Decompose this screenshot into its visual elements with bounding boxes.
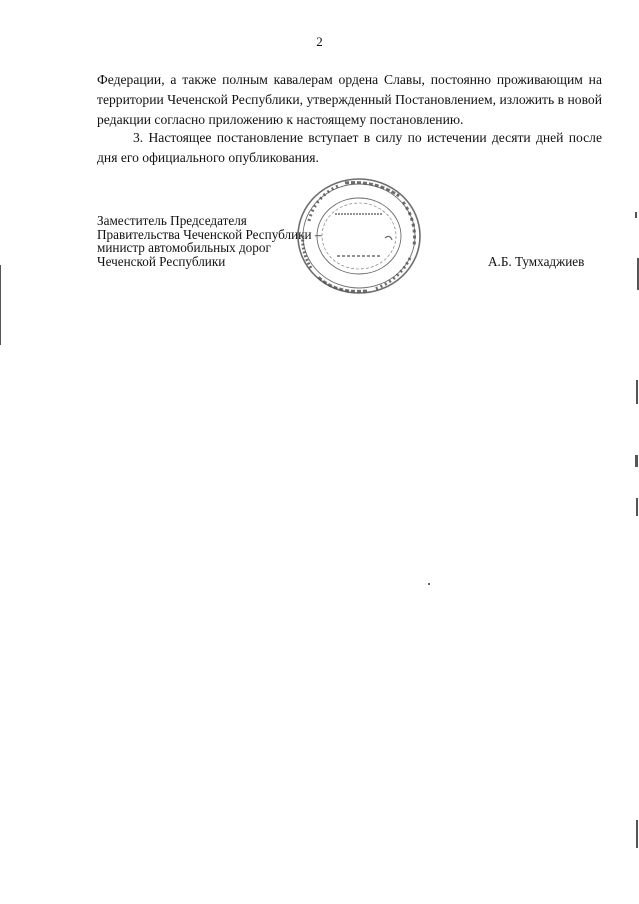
position-line: министр автомобильных дорог: [97, 240, 271, 255]
scan-edge-mark: [635, 455, 638, 467]
position-line: Заместитель Председателя: [97, 213, 247, 228]
scan-edge-mark: [0, 265, 1, 345]
scan-edge-mark: [636, 820, 638, 848]
official-seal-stamp: [295, 176, 423, 296]
position-line: Правительства Чеченской Республики –: [97, 226, 322, 242]
scan-edge-mark: [635, 212, 637, 218]
speck-mark: [428, 583, 430, 585]
position-line: Чеченской Республики: [97, 253, 226, 269]
page-number: 2: [316, 34, 323, 49]
signatory-position: [97, 214, 322, 268]
paragraph-item-3: 3. Настоящее постановление вступает в силу по истечении десяти дней после дня его официального опубликования.: [97, 130, 602, 165]
scan-edge-mark: [636, 498, 638, 516]
paragraph-continuation: Федерации, а также полным кавалерам ордена Славы, постоянно проживающим на территории Чеченской Республики, утвержденный Постановлением, изложить в новой редакции согласно приложению к настоящему постановлению.: [97, 72, 602, 127]
scan-edge-mark: [636, 380, 638, 404]
signer-name: А.Б. Тумхаджиев: [488, 254, 585, 269]
